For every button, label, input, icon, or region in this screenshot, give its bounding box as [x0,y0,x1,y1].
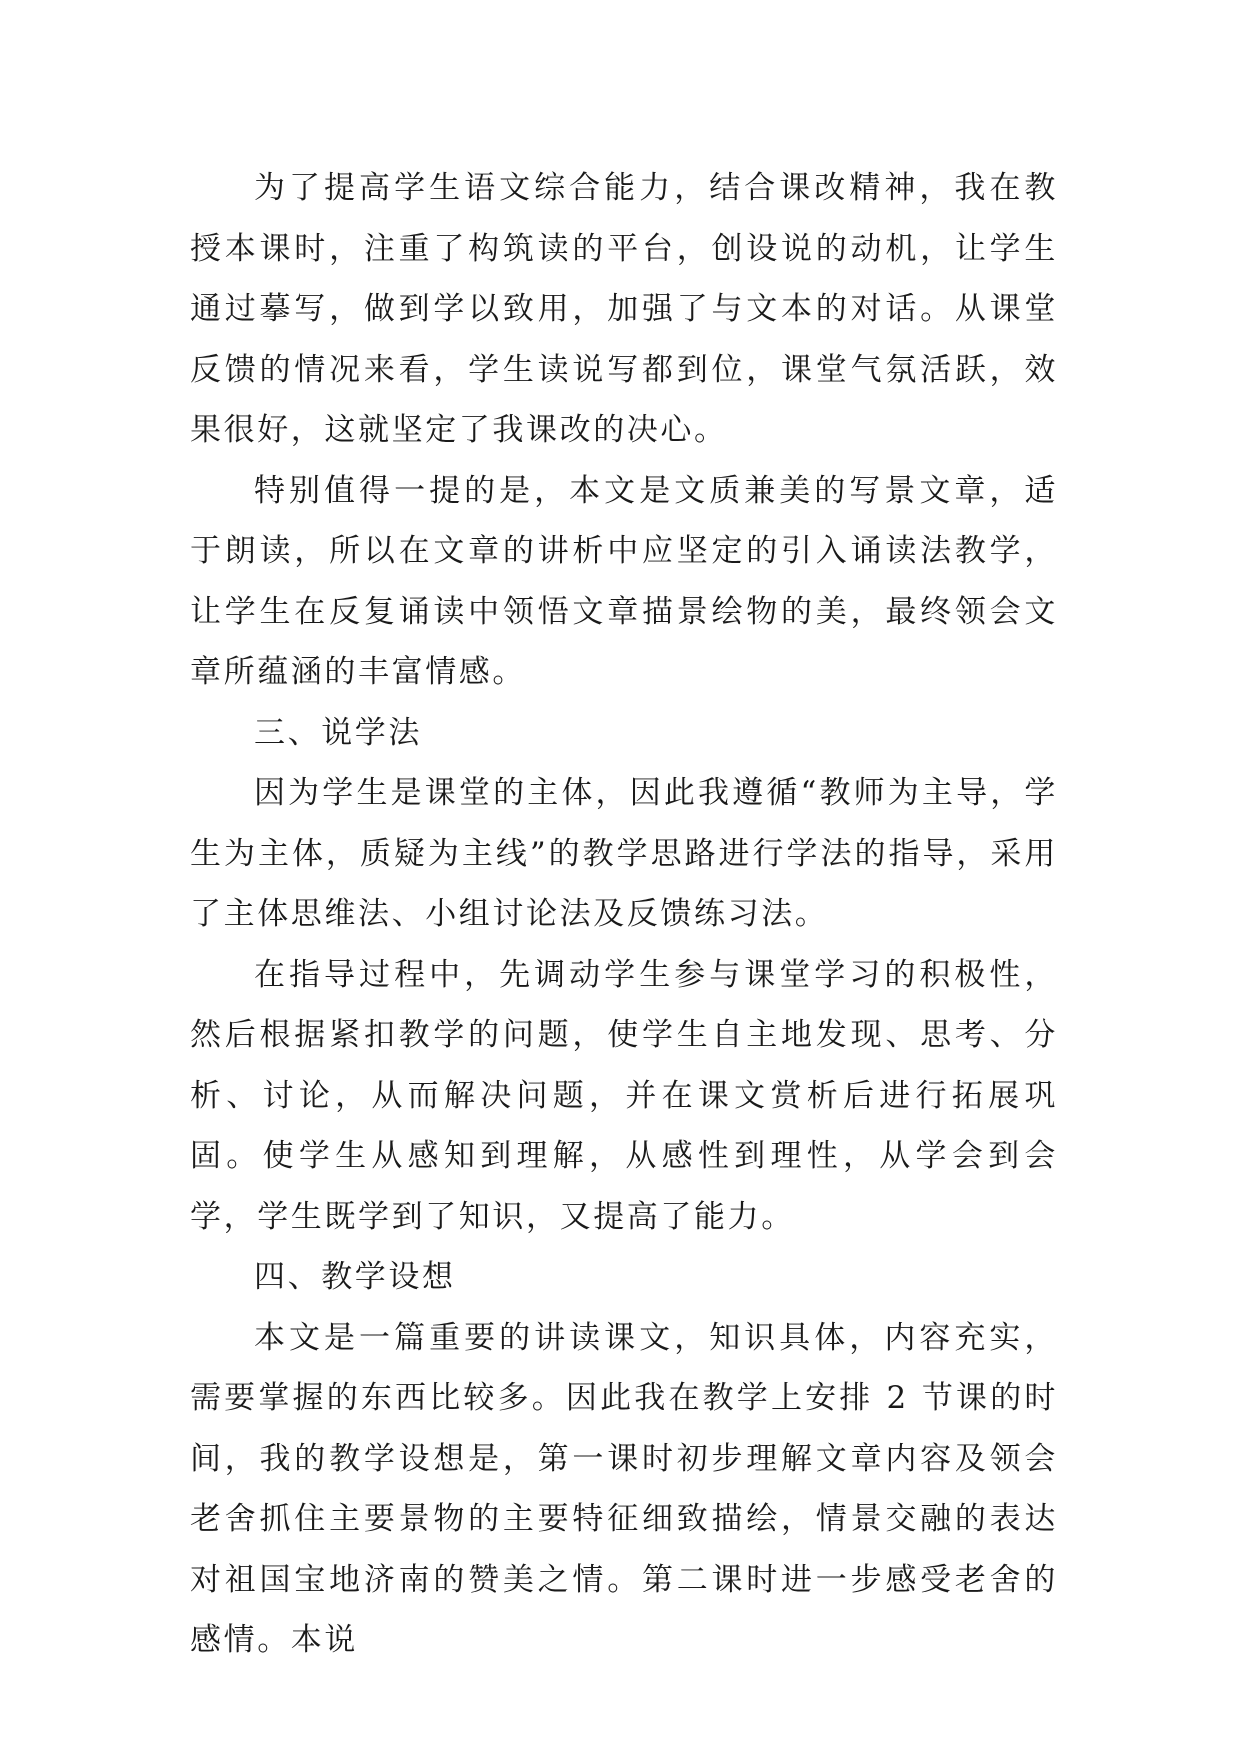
paragraph-student-centered: 因为学生是课堂的主体，因此我遵循“教师为主导，学生为主体，质疑为主线”的教学思路进行学法的指导，采用了主体思维法、小组讨论法及反馈练习法。 [190,775,1058,932]
paragraph-lesson-design: 本文是一篇重要的讲读课文，知识具体，内容充实，需要掌握的东西比较多。因此我在教学上安排 2 节课的时间，我的教学设想是，第一课时初步理解文章内容及领会老舍抓住主要景物的主要特征细致描绘，情景交融的表达对祖国宝地济南的赞美之情。第二课时进一步感受老舍的感情。本说 [190,1319,1058,1658]
section-heading-teaching-plan: 四、教学设想 [254,1259,456,1295]
paragraph-recitation-method: 特别值得一提的是，本文是文质兼美的写景文章，适于朗读，所以在文章的讲析中应坚定的引入诵读法教学，让学生在反复诵读中领悟文章描景绘物的美，最终领会文章所蕴涵的丰富情感。 [190,472,1058,690]
paragraph-curriculum-reform: 为了提高学生语文综合能力，结合课改精神，我在教授本课时，注重了构筑读的平台，创设说的动机，让学生通过摹写，做到学以致用，加强了与文本的对话。从课堂反馈的情况来看，学生读说写都到位，课堂气氛活跃，效果很好，这就坚定了我课改的决心。 [190,170,1058,448]
body-text [190,158,1058,1671]
section-heading-study-method: 三、说学法 [254,714,422,751]
paragraph-guidance-process: 在指导过程中，先调动学生参与课堂学习的积极性，然后根据紧扣教学的问题，使学生自主地发现、思考、分析、讨论，从而解决问题，并在课文赏析后进行拓展巩固。使学生从感知到理解，从感性到理性，从学会到会学，学生既学到了知识，又提高了能力。 [190,956,1058,1235]
